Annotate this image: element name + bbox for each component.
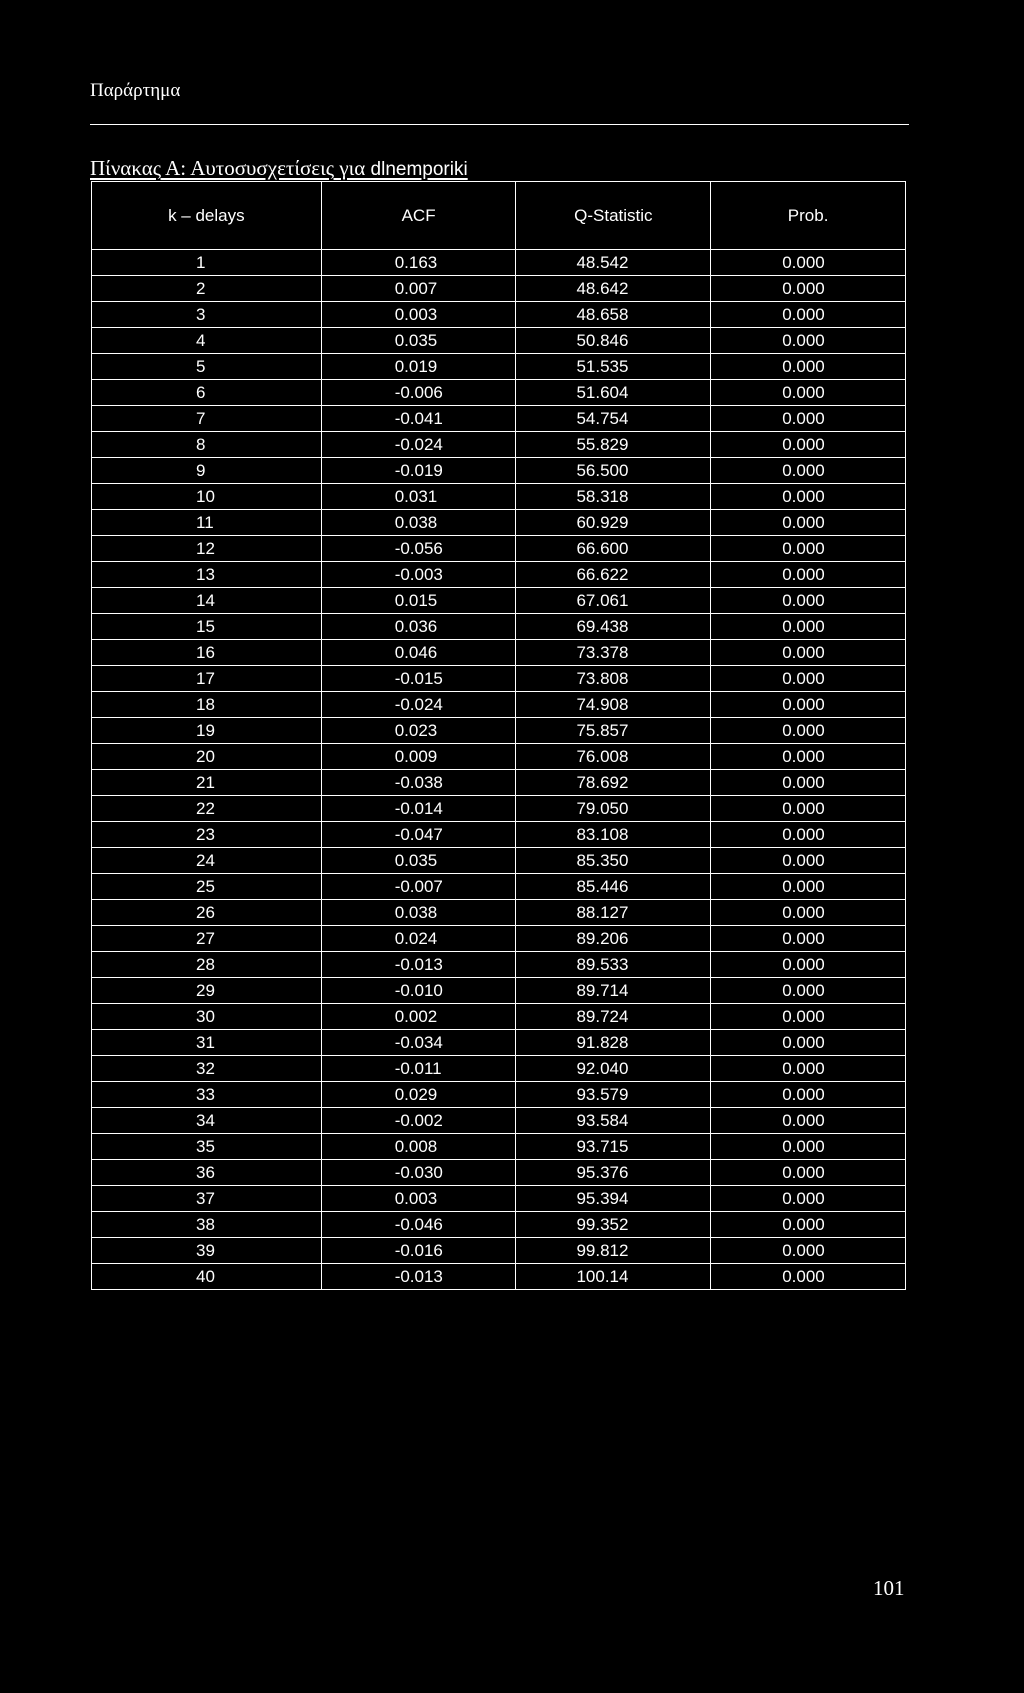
running-header: Παράρτημα [90, 80, 181, 101]
cell-k-delay: 11 [92, 510, 322, 536]
cell-k-delay: 37 [92, 1186, 322, 1212]
cell-prob: 0.000 [711, 926, 906, 952]
cell-q-statistic: 48.642 [516, 276, 711, 302]
cell-prob: 0.000 [711, 744, 906, 770]
cell-k-delay: 23 [92, 822, 322, 848]
cell-prob: 0.000 [711, 302, 906, 328]
cell-q-statistic: 93.579 [516, 1082, 711, 1108]
table-row [92, 1212, 906, 1238]
table-row [92, 614, 906, 640]
cell-k-delay: 3 [92, 302, 322, 328]
cell-q-statistic: 93.715 [516, 1134, 711, 1160]
table-row [92, 562, 906, 588]
cell-k-delay: 10 [92, 484, 322, 510]
cell-k-delay: 34 [92, 1108, 322, 1134]
cell-q-statistic: 91.828 [516, 1030, 711, 1056]
table-row [92, 1108, 906, 1134]
cell-acf: 0.029 [321, 1082, 516, 1108]
cell-acf: 0.038 [321, 510, 516, 536]
cell-prob: 0.000 [711, 666, 906, 692]
cell-acf: -0.047 [321, 822, 516, 848]
page-number: 101 [873, 1576, 905, 1600]
cell-acf: 0.046 [321, 640, 516, 666]
cell-k-delay: 16 [92, 640, 322, 666]
cell-q-statistic: 74.908 [516, 692, 711, 718]
cell-acf: -0.013 [321, 952, 516, 978]
table-row [92, 978, 906, 1004]
cell-k-delay: 31 [92, 1030, 322, 1056]
cell-q-statistic: 85.350 [516, 848, 711, 874]
cell-prob: 0.000 [711, 874, 906, 900]
cell-k-delay: 24 [92, 848, 322, 874]
cell-prob: 0.000 [711, 796, 906, 822]
cell-k-delay: 35 [92, 1134, 322, 1160]
column-header-k-delays: k – delays [92, 182, 322, 250]
cell-k-delay: 5 [92, 354, 322, 380]
cell-prob: 0.000 [711, 562, 906, 588]
cell-k-delay: 33 [92, 1082, 322, 1108]
cell-q-statistic: 58.318 [516, 484, 711, 510]
cell-acf: 0.002 [321, 1004, 516, 1030]
cell-k-delay: 26 [92, 900, 322, 926]
cell-prob: 0.000 [711, 692, 906, 718]
cell-prob: 0.000 [711, 588, 906, 614]
cell-prob: 0.000 [711, 510, 906, 536]
cell-prob: 0.000 [711, 536, 906, 562]
cell-acf: -0.034 [321, 1030, 516, 1056]
cell-q-statistic: 85.446 [516, 874, 711, 900]
table-row [92, 1030, 906, 1056]
cell-k-delay: 2 [92, 276, 322, 302]
cell-prob: 0.000 [711, 276, 906, 302]
cell-acf: -0.002 [321, 1108, 516, 1134]
cell-q-statistic: 79.050 [516, 796, 711, 822]
column-header-q-statistic: Q-Statistic [516, 182, 711, 250]
cell-q-statistic: 66.600 [516, 536, 711, 562]
cell-prob: 0.000 [711, 1134, 906, 1160]
cell-q-statistic: 95.394 [516, 1186, 711, 1212]
cell-acf: -0.030 [321, 1160, 516, 1186]
cell-q-statistic: 73.378 [516, 640, 711, 666]
table-row [92, 1238, 906, 1264]
table-row [92, 250, 906, 276]
cell-prob: 0.000 [711, 380, 906, 406]
table-row [92, 302, 906, 328]
cell-prob: 0.000 [711, 900, 906, 926]
table-row [92, 640, 906, 666]
cell-acf: 0.035 [321, 328, 516, 354]
table-row [92, 484, 906, 510]
cell-acf: -0.006 [321, 380, 516, 406]
cell-k-delay: 19 [92, 718, 322, 744]
cell-acf: -0.046 [321, 1212, 516, 1238]
cell-acf: 0.009 [321, 744, 516, 770]
cell-k-delay: 4 [92, 328, 322, 354]
cell-k-delay: 28 [92, 952, 322, 978]
table-row [92, 744, 906, 770]
cell-acf: 0.023 [321, 718, 516, 744]
cell-acf: -0.038 [321, 770, 516, 796]
cell-q-statistic: 48.542 [516, 250, 711, 276]
cell-acf: -0.056 [321, 536, 516, 562]
cell-k-delay: 36 [92, 1160, 322, 1186]
cell-q-statistic: 100.14 [516, 1264, 711, 1290]
cell-k-delay: 22 [92, 796, 322, 822]
table-row [92, 276, 906, 302]
table-row [92, 406, 906, 432]
table-row [92, 432, 906, 458]
table-caption [90, 156, 468, 181]
table-body [92, 250, 906, 1290]
cell-prob: 0.000 [711, 354, 906, 380]
cell-prob: 0.000 [711, 484, 906, 510]
cell-prob: 0.000 [711, 1264, 906, 1290]
cell-acf: -0.014 [321, 796, 516, 822]
caption-prefix: Πίνακας Α: Αυτοσυσχετίσεις για [90, 156, 371, 180]
cell-prob: 0.000 [711, 978, 906, 1004]
cell-k-delay: 13 [92, 562, 322, 588]
cell-k-delay: 12 [92, 536, 322, 562]
cell-acf: -0.003 [321, 562, 516, 588]
cell-prob: 0.000 [711, 1030, 906, 1056]
cell-q-statistic: 89.533 [516, 952, 711, 978]
cell-acf: -0.007 [321, 874, 516, 900]
cell-q-statistic: 51.535 [516, 354, 711, 380]
cell-prob: 0.000 [711, 432, 906, 458]
cell-q-statistic: 54.754 [516, 406, 711, 432]
cell-acf: -0.015 [321, 666, 516, 692]
cell-acf: -0.019 [321, 458, 516, 484]
cell-k-delay: 20 [92, 744, 322, 770]
cell-q-statistic: 76.008 [516, 744, 711, 770]
cell-acf: 0.036 [321, 614, 516, 640]
cell-q-statistic: 69.438 [516, 614, 711, 640]
cell-q-statistic: 51.604 [516, 380, 711, 406]
cell-prob: 0.000 [711, 1186, 906, 1212]
cell-q-statistic: 50.846 [516, 328, 711, 354]
cell-prob: 0.000 [711, 250, 906, 276]
cell-k-delay: 8 [92, 432, 322, 458]
cell-q-statistic: 93.584 [516, 1108, 711, 1134]
cell-acf: 0.163 [321, 250, 516, 276]
table-row [92, 458, 906, 484]
table-row [92, 1264, 906, 1290]
cell-k-delay: 40 [92, 1264, 322, 1290]
cell-acf: -0.024 [321, 692, 516, 718]
table-row [92, 796, 906, 822]
autocorrelation-table [91, 181, 906, 1290]
table-row [92, 588, 906, 614]
cell-k-delay: 9 [92, 458, 322, 484]
cell-prob: 0.000 [711, 1238, 906, 1264]
cell-prob: 0.000 [711, 822, 906, 848]
cell-q-statistic: 60.929 [516, 510, 711, 536]
cell-q-statistic: 78.692 [516, 770, 711, 796]
table-row [92, 900, 906, 926]
cell-q-statistic: 89.714 [516, 978, 711, 1004]
cell-q-statistic: 99.812 [516, 1238, 711, 1264]
cell-q-statistic: 73.808 [516, 666, 711, 692]
cell-acf: 0.007 [321, 276, 516, 302]
cell-acf: 0.038 [321, 900, 516, 926]
cell-k-delay: 38 [92, 1212, 322, 1238]
cell-k-delay: 21 [92, 770, 322, 796]
cell-q-statistic: 56.500 [516, 458, 711, 484]
cell-k-delay: 27 [92, 926, 322, 952]
cell-prob: 0.000 [711, 718, 906, 744]
cell-acf: -0.010 [321, 978, 516, 1004]
cell-k-delay: 15 [92, 614, 322, 640]
cell-q-statistic: 55.829 [516, 432, 711, 458]
cell-q-statistic: 75.857 [516, 718, 711, 744]
table-row [92, 1160, 906, 1186]
table-row [92, 952, 906, 978]
table-row [92, 1082, 906, 1108]
cell-prob: 0.000 [711, 328, 906, 354]
cell-prob: 0.000 [711, 1160, 906, 1186]
cell-acf: 0.031 [321, 484, 516, 510]
cell-k-delay: 1 [92, 250, 322, 276]
cell-prob: 0.000 [711, 640, 906, 666]
cell-acf: -0.011 [321, 1056, 516, 1082]
table-header-row [92, 182, 906, 250]
cell-k-delay: 29 [92, 978, 322, 1004]
table-row [92, 692, 906, 718]
cell-k-delay: 17 [92, 666, 322, 692]
table-row [92, 666, 906, 692]
cell-prob: 0.000 [711, 458, 906, 484]
cell-acf: -0.013 [321, 1264, 516, 1290]
table-row [92, 848, 906, 874]
cell-q-statistic: 83.108 [516, 822, 711, 848]
header-rule [90, 124, 909, 125]
cell-prob: 0.000 [711, 406, 906, 432]
cell-acf: -0.016 [321, 1238, 516, 1264]
table-row [92, 1134, 906, 1160]
cell-q-statistic: 88.127 [516, 900, 711, 926]
table-row [92, 874, 906, 900]
table-row [92, 718, 906, 744]
cell-prob: 0.000 [711, 770, 906, 796]
table-row [92, 1186, 906, 1212]
cell-prob: 0.000 [711, 1056, 906, 1082]
cell-acf: 0.003 [321, 302, 516, 328]
caption-series-name: dlnemporiki [370, 159, 468, 180]
cell-prob: 0.000 [711, 614, 906, 640]
cell-acf: 0.008 [321, 1134, 516, 1160]
cell-acf: 0.019 [321, 354, 516, 380]
cell-prob: 0.000 [711, 848, 906, 874]
cell-q-statistic: 67.061 [516, 588, 711, 614]
cell-q-statistic: 48.658 [516, 302, 711, 328]
cell-acf: 0.035 [321, 848, 516, 874]
cell-prob: 0.000 [711, 952, 906, 978]
cell-prob: 0.000 [711, 1108, 906, 1134]
cell-q-statistic: 89.724 [516, 1004, 711, 1030]
cell-k-delay: 25 [92, 874, 322, 900]
table-row [92, 1056, 906, 1082]
cell-q-statistic: 92.040 [516, 1056, 711, 1082]
cell-prob: 0.000 [711, 1212, 906, 1238]
table-row [92, 328, 906, 354]
table-row [92, 926, 906, 952]
table-row [92, 536, 906, 562]
cell-k-delay: 7 [92, 406, 322, 432]
table-row [92, 1004, 906, 1030]
column-header-prob: Prob. [711, 182, 906, 250]
table-row [92, 822, 906, 848]
cell-q-statistic: 89.206 [516, 926, 711, 952]
table-row [92, 770, 906, 796]
cell-k-delay: 6 [92, 380, 322, 406]
cell-acf: 0.015 [321, 588, 516, 614]
table-row [92, 354, 906, 380]
table-row [92, 510, 906, 536]
cell-k-delay: 32 [92, 1056, 322, 1082]
cell-acf: -0.024 [321, 432, 516, 458]
cell-k-delay: 18 [92, 692, 322, 718]
column-header-acf: ACF [321, 182, 516, 250]
cell-acf: 0.024 [321, 926, 516, 952]
cell-q-statistic: 99.352 [516, 1212, 711, 1238]
cell-acf: 0.003 [321, 1186, 516, 1212]
cell-q-statistic: 95.376 [516, 1160, 711, 1186]
cell-k-delay: 14 [92, 588, 322, 614]
cell-k-delay: 39 [92, 1238, 322, 1264]
cell-prob: 0.000 [711, 1082, 906, 1108]
cell-acf: -0.041 [321, 406, 516, 432]
cell-k-delay: 30 [92, 1004, 322, 1030]
cell-prob: 0.000 [711, 1004, 906, 1030]
cell-q-statistic: 66.622 [516, 562, 711, 588]
table-row [92, 380, 906, 406]
